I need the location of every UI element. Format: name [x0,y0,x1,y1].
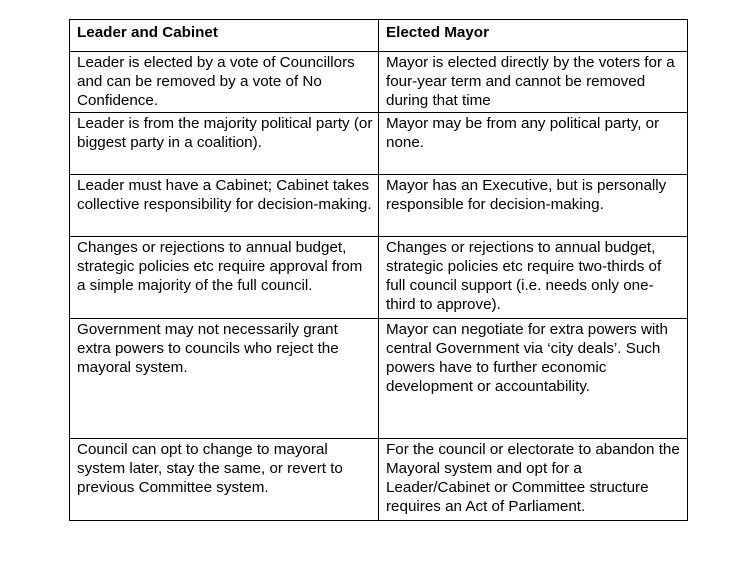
cell-leader-cabinet: Government may not necessarily grant extra powers to councils who reject the mayoral system. [70,319,379,439]
table-row [70,52,688,113]
header-elected-mayor: Elected Mayor [379,20,688,52]
header-row [70,20,688,52]
cell-elected-mayor: Mayor is elected directly by the voters for a four-year term and cannot be removed during that time [379,52,688,113]
table-row [70,439,688,521]
cell-elected-mayor: Mayor can negotiate for extra powers with central Government via ‘city deals’. Such powers have to further economic development or accountability. [379,319,688,439]
cell-leader-cabinet: Changes or rejections to annual budget, strategic policies etc require approval from a simple majority of the full council. [70,237,379,319]
cell-leader-cabinet: Leader is elected by a vote of Councillors and can be removed by a vote of No Confidence. [70,52,379,113]
table-row [70,319,688,439]
header-leader-and-cabinet: Leader and Cabinet [70,20,379,52]
cell-leader-cabinet: Leader must have a Cabinet; Cabinet takes collective responsibility for decision-making. [70,175,379,237]
table-row [70,237,688,319]
cell-elected-mayor: Changes or rejections to annual budget, strategic policies etc require two-thirds of full council support (i.e. needs only one-third to approve). [379,237,688,319]
table-row [70,175,688,237]
table-row [70,113,688,175]
cell-elected-mayor: For the council or electorate to abandon the Mayoral system and opt for a Leader/Cabinet or Committee structure requires an Act of Parliament. [379,439,688,521]
cell-leader-cabinet: Leader is from the majority political party (or biggest party in a coalition). [70,113,379,175]
cell-elected-mayor: Mayor may be from any political party, or none. [379,113,688,175]
comparison-table [69,19,688,521]
cell-elected-mayor: Mayor has an Executive, but is personally responsible for decision-making. [379,175,688,237]
cell-leader-cabinet: Council can opt to change to mayoral system later, stay the same, or revert to previous Committee system. [70,439,379,521]
